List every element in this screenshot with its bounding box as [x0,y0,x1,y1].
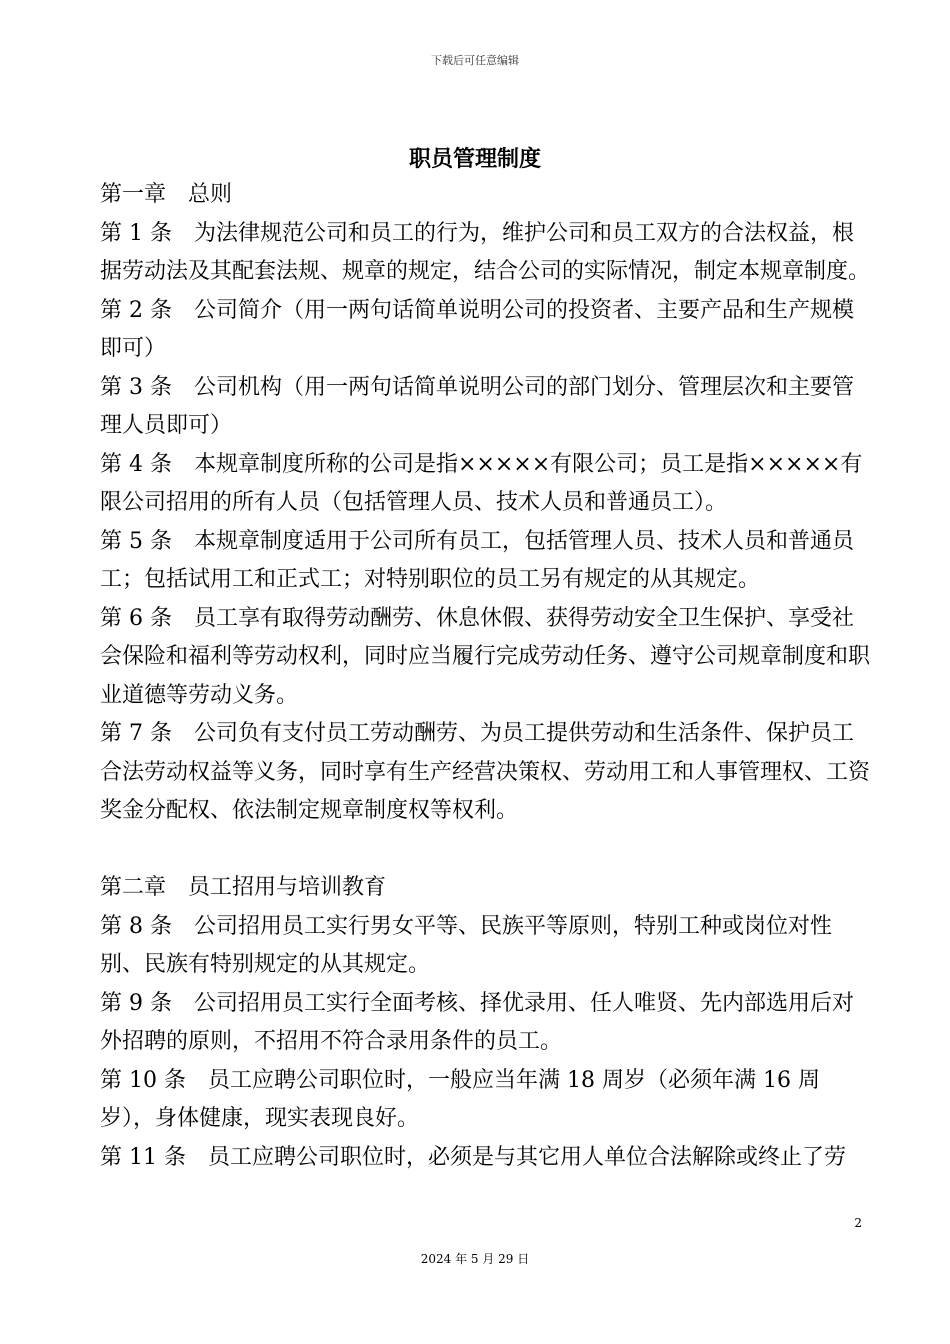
article [100,715,870,831]
article [100,292,870,369]
footer-date: 2024 年 5 月 29 日 [420,1252,530,1266]
article-label: 第 7 条 [100,721,172,746]
article-label: 第 2 条 [100,297,172,323]
article [100,1139,870,1178]
article-text: 公司招用员工实行全面考核、择优录用、任人唯贤、先内部选用后对外招聘的原则，不招用不符合录用条件的员工。 [100,990,854,1054]
article-text: 员工应聘公司职位时，必须是与其它用人单位合法解除或终止了劳 [207,1144,846,1170]
document-title: 职员管理制度 [408,147,541,172]
page-number: 2 [854,1216,862,1230]
article-text: 公司简介（用一两句话简单说明公司的投资者、主要产品和生产规模即可） [100,297,854,361]
article-label: 第 1 条 [100,220,172,246]
article-label: 第 10 条 [100,1067,186,1093]
article [100,985,870,1062]
article [100,523,870,600]
chapter-heading [100,869,870,908]
chapter-title: 员工招用与培训教育 [188,875,387,900]
article-text: 为法律规范公司和员工的行为，维护公司和员工双方的合法权益，根据劳动法及其配套法规、规章的规定，结合公司的实际情况，制定本规章制度。 [100,220,871,284]
article [100,600,870,716]
article-text: 公司机构（用一两句话简单说明公司的部门划分、管理层次和主要管理人员即可） [100,374,854,438]
article-label: 第 5 条 [100,528,172,554]
article-text: 本规章制度所称的公司是指×××××有限公司；员工是指×××××有限公司招用的所有人员（包括管理人员、技术人员和普通员工）。 [100,451,863,515]
blank-line [100,831,870,870]
article-label: 第 6 条 [100,605,172,631]
article [100,369,870,446]
header-note: 下载后可任意编辑 [431,54,519,67]
article [100,1062,870,1139]
article-label: 第 11 条 [100,1144,186,1170]
article-label: 第 3 条 [100,374,172,400]
document-body [100,176,870,1177]
article-text: 员工享有取得劳动酬劳、休息休假、获得劳动安全卫生保护、享受社会保险和福利等劳动权利，同时应当履行完成劳动任务、遵守公司规章制度和职业道德等劳动义务。 [100,605,871,708]
article [100,908,870,985]
article-label: 第 4 条 [100,451,172,477]
chapter-title: 总则 [188,182,233,207]
article-label: 第 9 条 [100,990,172,1016]
article-text: 员工应聘公司职位时，一般应当年满 18 周岁（必须年满 16 周岁），身体健康，现实表现良好。 [100,1067,820,1131]
article [100,215,870,292]
article-text: 公司负有支付员工劳动酬劳、为员工提供劳动和生活条件、保护员工合法劳动权益等义务，同时享有生产经营决策权、劳动用工和人事管理权、工资奖金分配权、依法制定规章制度权等权利。 [100,721,871,823]
chapter-label: 第二章 [100,875,167,900]
article-text: 公司招用员工实行男女平等、民族平等原则，特别工种或岗位对性别、民族有特别规定的从其规定。 [100,913,832,977]
article-label: 第 8 条 [100,913,172,939]
chapter-heading [100,176,870,215]
chapter-label: 第一章 [100,182,167,207]
article [100,446,870,523]
article-text: 本规章制度适用于公司所有员工，包括管理人员、技术人员和普通员工；包括试用工和正式工；对特别职位的员工另有规定的从其规定。 [100,528,854,592]
